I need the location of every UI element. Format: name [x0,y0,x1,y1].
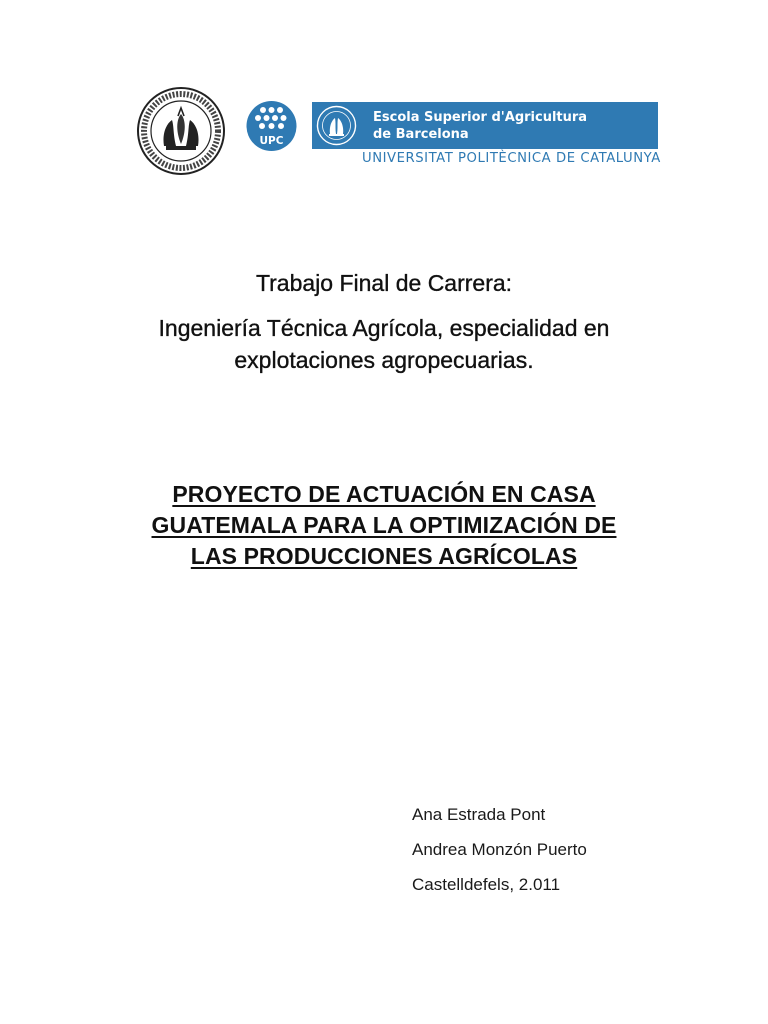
degree-title-line2: explotaciones agropecuarias. [234,347,534,373]
degree-title [0,312,768,376]
esab-crest-icon [312,102,361,149]
author-1: Ana Estrada Pont [412,805,546,824]
school-name [373,109,587,143]
degree-title-line1: Ingeniería Técnica Agrícola, especialidad en [158,315,610,341]
author-2: Andrea Monzón Puerto [412,840,587,859]
school-name-line1: Escola Superior d'Agricultura [373,110,588,125]
project-title-line2-text: GUATEMALA PARA LA OPTIMIZACIÓN DE [151,512,617,538]
project-title-line3 [0,541,768,572]
university-name: UNIVERSITAT POLITÈCNICA DE CATALUNYA [362,151,661,166]
project-title [0,479,768,572]
project-title-line1-text: PROYECTO DE ACTUACIÓN EN CASA [172,481,596,507]
project-title-line2 [0,510,768,541]
upc-logo-icon [243,100,300,152]
esab-historic-seal-icon [136,86,226,176]
authors-block [412,797,587,902]
document-label [0,268,768,298]
project-title-line1 [0,479,768,510]
school-name-line2: de Barcelona [373,127,469,142]
place-date: Castelldefels, 2.011 [412,875,561,894]
school-banner [312,102,658,149]
upc-logo-text: UPC [259,135,284,147]
header-logos [0,0,768,180]
document-label-text: Trabajo Final de Carrera: [255,270,513,296]
project-title-line3-text: LAS PRODUCCIONES AGRÍCOLAS [190,543,578,569]
